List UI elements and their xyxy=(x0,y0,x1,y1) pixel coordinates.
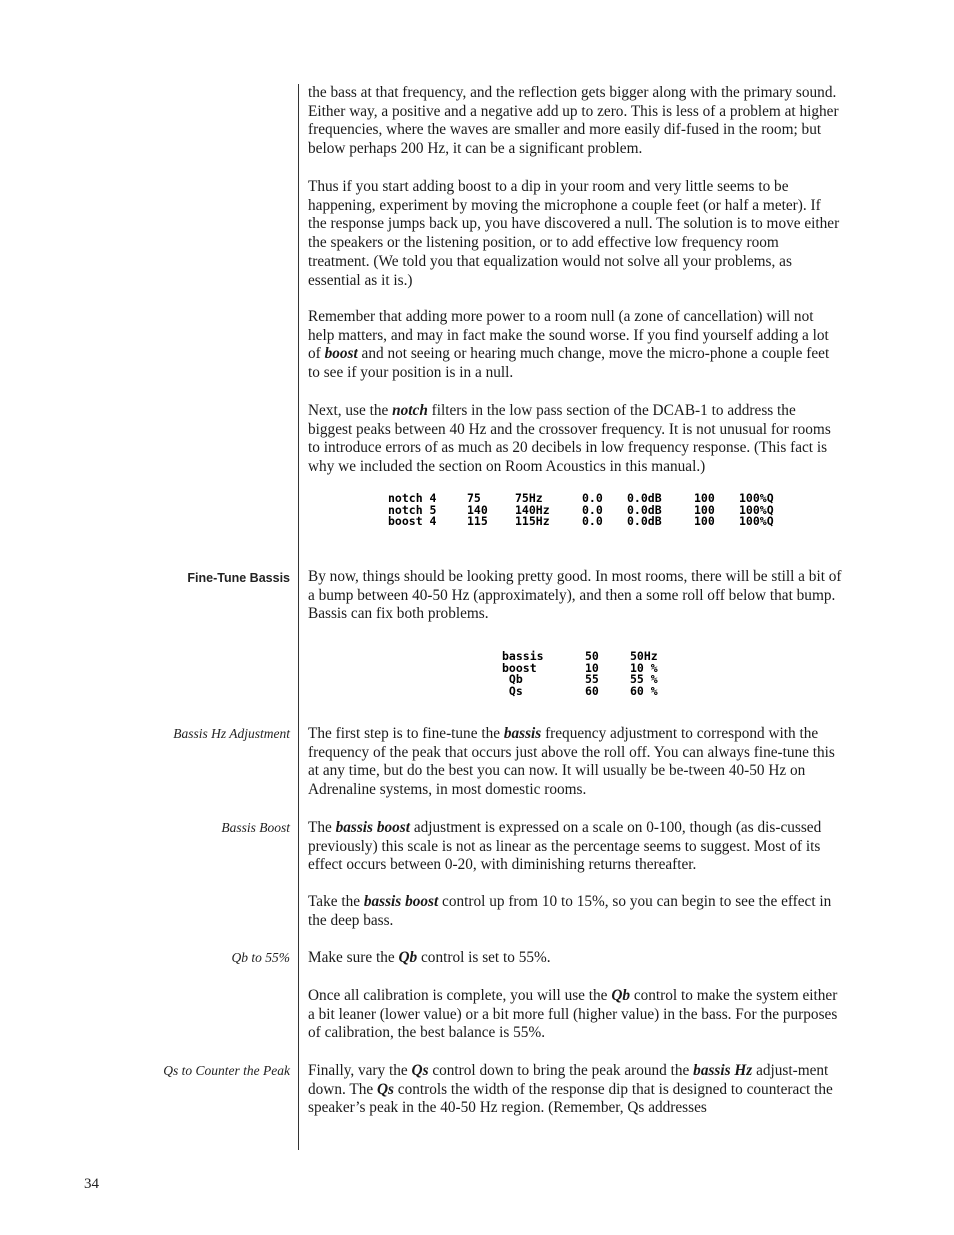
emphasis-qs: Qs xyxy=(376,1080,394,1098)
sidebar-label-bassis-boost: Bassis Boost xyxy=(221,820,290,835)
emphasis-bassis-boost: bassis boost xyxy=(363,893,439,910)
readout-cell: 0.0dB xyxy=(627,502,662,517)
sidebar-label-qb-to-55: Qb to 55% xyxy=(231,950,290,965)
readout-cell: 55 % xyxy=(630,672,658,686)
emphasis-notch: notch xyxy=(392,402,428,419)
readout-cell: Qs xyxy=(502,683,523,698)
readout-cell: 100 xyxy=(694,502,715,517)
paragraph-bassis-hz xyxy=(308,725,842,800)
readout-cell: notch 5 xyxy=(388,502,437,517)
readout-row xyxy=(502,683,672,698)
readout-cell: 75Hz xyxy=(515,491,543,505)
readout-cell: 100%Q xyxy=(739,491,774,505)
readout-cell: 0.0dB xyxy=(627,514,662,528)
paragraph-qs-counter xyxy=(308,1062,842,1118)
notch-settings-readout xyxy=(388,493,788,528)
readout-cell: 115 xyxy=(467,514,488,528)
readout-cell: bassis xyxy=(502,649,544,663)
paragraph-null-experiment xyxy=(308,178,842,290)
paragraph-fine-tune-bassis xyxy=(308,568,842,624)
paragraph-text: Next, use the notch filters in the low pass section of the DCAB-1 to address the biggest peaks between 40 Hz and the crossover frequency. It is not unusual for rooms to introduce errors of as much as 20 decibels in low frequency response. (This fact is why we included the section on Room Acoustics in this manual.) xyxy=(308,402,831,476)
readout-cell: 55 xyxy=(585,672,599,686)
emphasis-qb: Qb xyxy=(611,987,631,1004)
readout-cell: 75 xyxy=(467,491,481,505)
paragraph-text: Once all calibration is complete, you will use the Qb control to make the system either a bit leaner (lower value) or a bit more full (higher value) in the bass. For the purposes of calibration, the best balance is 55%. xyxy=(308,987,838,1042)
paragraph-text: the bass at that frequency, and the reflection gets bigger along with the primary sound. Either way, a positive and a negative add up to zero. This is less of a problem at higher frequencies, where the waves are smaller and more easily dif-fused in the room; but below perhaps 200 Hz, it can be a significant problem. xyxy=(308,84,839,158)
readout-cell: 60 xyxy=(585,683,599,698)
sidebar-label-qs-counter-peak: Qs to Counter the Peak xyxy=(163,1063,290,1078)
emphasis-bassis: bassis xyxy=(503,725,542,742)
paragraph-notch-filters xyxy=(308,402,842,477)
paragraph-text: Make sure the Qb control is set to 55%. xyxy=(308,949,551,966)
readout-cell: 50Hz xyxy=(630,649,658,663)
emphasis-qs: Qs xyxy=(411,1062,429,1079)
readout-cell: 140Hz xyxy=(515,502,550,517)
readout-cell: 0.0 xyxy=(582,502,603,517)
readout-row xyxy=(388,516,788,528)
paragraph-bassis-boost-take xyxy=(308,893,842,930)
readout-cell: boost xyxy=(502,660,537,675)
readout-cell: 0.0 xyxy=(582,514,603,528)
readout-cell: 0.0dB xyxy=(627,491,662,505)
sidebar-label-bassis-hz-adjustment: Bassis Hz Adjustment xyxy=(173,726,290,741)
readout-cell: boost 4 xyxy=(388,514,437,528)
emphasis-boost: boost xyxy=(324,345,358,363)
paragraph-room-null xyxy=(308,308,842,383)
readout-cell: 0.0 xyxy=(582,491,603,505)
paragraph-text: The first step is to fine-tune the bassis frequency adjustment to correspond with the frequency of the peak that occurs just above the roll off. You can always fine-tune this at any time, but do the best you can now. It will usually be be-tween 40-50 Hz on Adrenaline systems, in most domestic rooms. xyxy=(308,725,835,799)
readout-cell: 100 xyxy=(694,514,715,528)
paragraph-qb-set xyxy=(308,949,842,968)
readout-cell: 100%Q xyxy=(739,514,774,528)
readout-cell: 100%Q xyxy=(739,502,774,517)
readout-cell: 10 xyxy=(585,660,599,675)
readout-cell: 100 xyxy=(694,491,715,505)
readout-cell: 140 xyxy=(467,502,488,517)
paragraph-bassis-boost-scale xyxy=(308,819,842,875)
readout-cell: 115Hz xyxy=(515,514,550,528)
paragraph-text: The bassis boost adjustment is expressed on a scale on 0-100, though (as dis-cussed previously) this scale is not as linear as the percentage seems to suggest. Most of its effect occurs between 0-20, with diminishing returns thereafter. xyxy=(308,819,822,874)
readout-cell: notch 4 xyxy=(388,491,437,505)
emphasis-qb: Qb xyxy=(398,949,418,966)
emphasis-bassis-hz: bassis Hz xyxy=(693,1062,753,1079)
emphasis-bassis-boost: bassis boost xyxy=(335,819,410,836)
paragraph-text: Thus if you start adding boost to a dip in your room and very little seems to be happening, experiment by moving the microphone a couple feet (or half a meter). If the response jumps back up, you have discovered a null. The solution is to move either the speakers or the listening position, or to add effective low frequency room treatment. (We told you that equalization would not solve all your problems, as essential as it is.) xyxy=(308,178,840,289)
paragraph-text: Take the bassis boost control up from 10 to 15%, so you can begin to see the effect in the deep bass. xyxy=(308,893,832,929)
paragraph-text: By now, things should be looking pretty good. In most rooms, there will be still a bit of a bump between 40-50 Hz (approximately), and then a some roll off below that bump. Bassis can fix both problems. xyxy=(308,568,842,623)
margin-rule xyxy=(298,84,299,1150)
readout-cell: Qb xyxy=(502,672,523,686)
readout-cell: 50 xyxy=(585,649,599,663)
readout-cell: 10 % xyxy=(630,660,658,675)
paragraph-qb-calibration xyxy=(308,987,842,1043)
bassis-settings-readout xyxy=(502,651,672,697)
page-number: 34 xyxy=(84,1176,99,1192)
readout-cell: 60 % xyxy=(630,683,658,698)
paragraph-text: Finally, vary the Qs control down to bring the peak around the bassis Hz adjust-ment down. The Qs controls the width of the response dip that is designed to counteract the speaker’s peak in the 40-50 Hz region. (Remember, Qs addresses xyxy=(308,1062,833,1117)
sidebar-label-fine-tune-bassis: Fine-Tune Bassis xyxy=(187,571,290,585)
paragraph-reflection xyxy=(308,84,842,159)
paragraph-text: Remember that adding more power to a room null (a zone of cancellation) will not help matters, and may in fact make the sound worse. If you find yourself adding a lot of boost and not seeing or hearing much change, move the micro-phone a couple feet to see if your position is in a null. xyxy=(308,308,830,382)
